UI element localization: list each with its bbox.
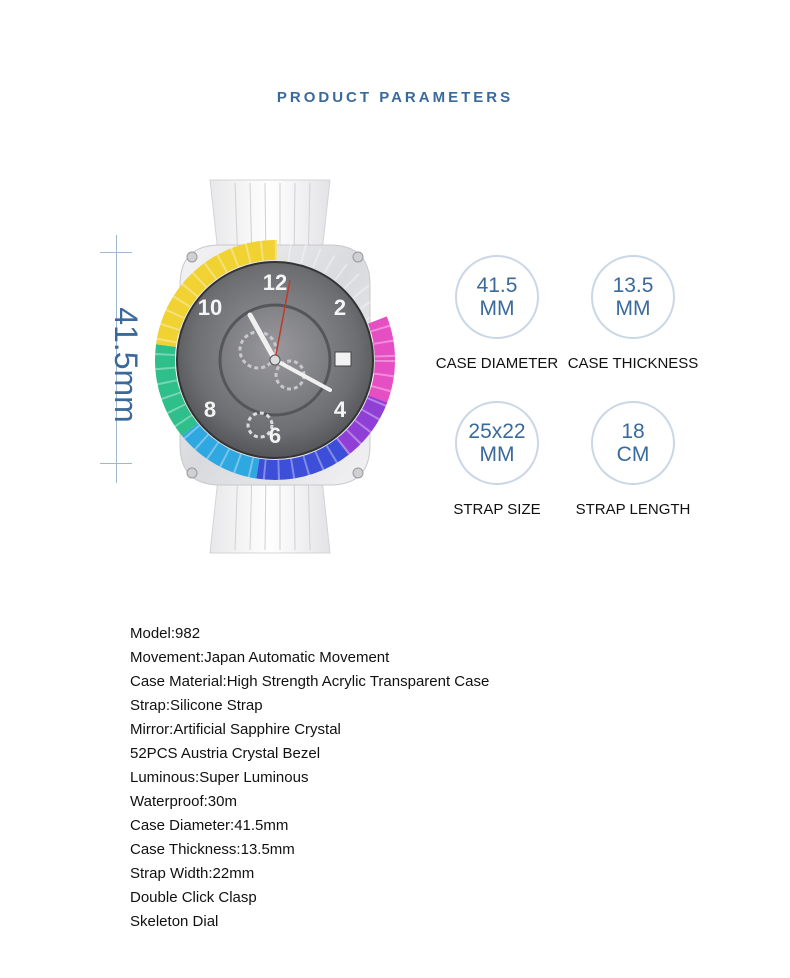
param-unit: MM [615,297,651,320]
dimension-label: 41.5mm [108,307,144,423]
spec-item: Luminous:Super Luminous [130,769,309,786]
spec-list [130,622,489,934]
spec-item: Case Material:High Strength Acrylic Transparent Case [130,673,490,690]
dial-numeral-8: 8 [203,397,217,422]
spec-item: Skeleton Dial [130,913,219,930]
param-label: CASE DIAMETER [435,355,559,372]
spec-item: Strap Width:22mm [130,865,255,882]
param-value: 25x22 [468,420,526,443]
param-circle [455,401,539,485]
spec-item: Case Diameter:41.5mm [130,817,289,834]
param-unit: MM [479,297,515,320]
param-value: 18 [621,420,645,443]
dial-numeral-10: 10 [197,295,223,320]
param-circle [591,255,675,339]
spec-item: Double Click Clasp [130,889,257,906]
param-label: STRAP SIZE [453,501,541,518]
param-circle [455,255,539,339]
param-unit: CM [616,443,650,466]
spec-item: Waterproof:30m [130,793,237,810]
dial-numeral-6: 6 [268,423,282,448]
param-value: 41.5 [476,274,518,297]
spec-item: Strap:Silicone Strap [130,697,263,714]
param-unit: MM [479,443,515,466]
param-strap-length [553,401,713,518]
param-label: CASE THICKNESS [567,355,699,372]
param-case-thickness [553,255,713,372]
spec-item: Model:982 [130,625,201,642]
spec-item: Movement:Japan Automatic Movement [130,649,390,666]
param-label: STRAP LENGTH [575,501,691,518]
dial-numeral-4: 4 [333,397,347,422]
spec-item: 52PCS Austria Crystal Bezel [130,745,321,762]
watch-image [140,175,400,555]
dimension-tick-bottom [100,463,132,464]
param-value: 13.5 [612,274,654,297]
spec-item: Case Thickness:13.5mm [130,841,295,858]
dimension-tick-top [100,252,132,253]
dial-numeral-2: 2 [333,295,347,320]
dial-numeral-12: 12 [262,270,288,295]
page-title: PRODUCT PARAMETERS [276,89,514,106]
spec-item: Mirror:Artificial Sapphire Crystal [130,721,341,738]
param-circle [591,401,675,485]
